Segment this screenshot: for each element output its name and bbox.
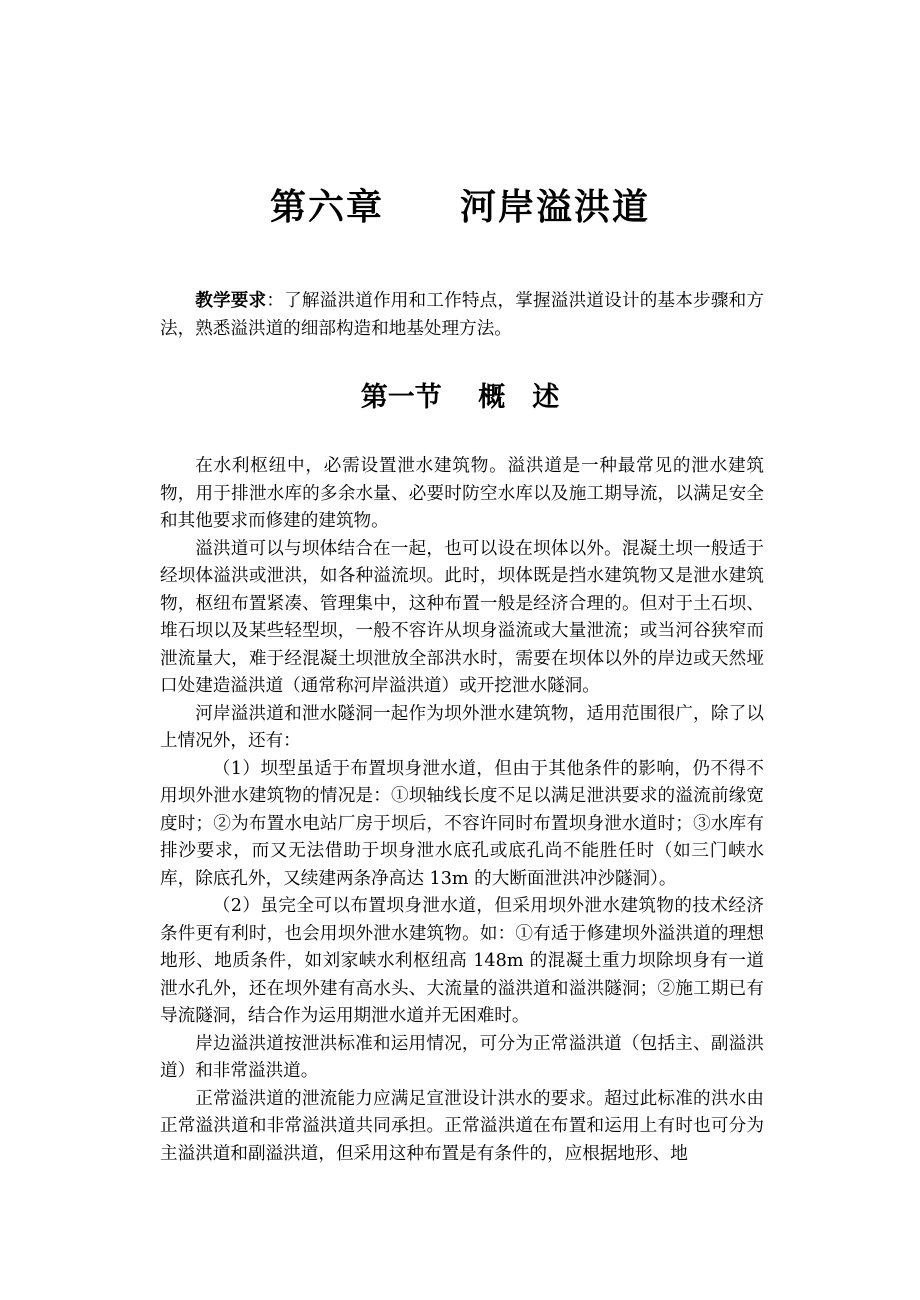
paragraph: 在水利枢纽中，必需设置泄水建筑物。溢洪道是一种最常见的泄水建筑物，用于排泄水库的多余水量、必要时防空水库以及施工期导流，以满足安全和其他要求而修建的建筑物。: [160, 456, 764, 531]
list-item: （2）虽完全可以布置坝身泄水道，但采用坝外泄水建筑物的技术经济条件更有利时，也会用坝外泄水建筑物。如：①有适于修建坝外溢洪道的理想地形、地质条件，如刘家峡水利枢纽高 148m 的混凝土重力坝除坝身有一道泄水孔外，还在坝外建有高水头、大流量的溢洪道和溢洪隧洞；②施工期已有导流隧洞，结合作为运用期泄水道并无困难时。: [160, 896, 764, 1026]
paragraph: 溢洪道可以与坝体结合在一起，也可以设在坝体以外。混凝土坝一般适于经坝体溢洪或泄洪，如各种溢流坝。此时，坝体既是挡水建筑物又是泄水建筑物，枢纽布置紧凑、管理集中，这种布置一般是经济合理的。但对于土石坝、堆石坝以及某些轻型坝，一般不容许从坝身溢流或大量泄流；或当河谷狭窄而泄流量大，难于经混凝土坝泄放全部洪水时，需要在坝体以外的岸边或天然垭口处建造溢洪道（通常称河岸溢洪道）或开挖泄水隧洞。: [160, 538, 764, 696]
paragraph: 岸边溢洪道按泄洪标准和运用情况，可分为正常溢洪道（包括主、副溢洪道）和非常溢洪道。: [160, 1033, 764, 1081]
requirements-label: 教学要求: [195, 290, 267, 311]
teaching-requirements: [160, 287, 764, 343]
chapter-title: 第六章 河岸溢洪道: [269, 187, 650, 228]
paragraph: 河岸溢洪道和泄水隧洞一起作为坝外泄水建筑物，适用范围很广，除了以上情况外，还有：: [160, 703, 764, 751]
paragraph: 正常溢洪道的泄流能力应满足宣泄设计洪水的要求。超过此标准的洪水由正常溢洪道和非常溢洪道共同承担。正常溢洪道在布置和运用上有时也可分为主溢洪道和副溢洪道，但采用这种布置是有条件的，应根据地形、地: [160, 1088, 764, 1164]
section-body: [160, 453, 764, 1168]
section-title: 第一节 概 述: [360, 382, 560, 413]
requirements-text: ：了解溢洪道作用和工作特点，掌握溢洪道设计的基本步骤和方法，熟悉溢洪道的细部构造和地基处理方法。: [160, 291, 764, 339]
list-item: （1）坝型虽适于布置坝身泄水道，但由于其他条件的影响，仍不得不用坝外泄水建筑物的情况是：①坝轴线长度不足以满足泄洪要求的溢流前缘宽度时；②为布置水电站厂房于坝后，不容许同时布置坝身泄水道时；③水库有排沙要求，而又无法借助于坝身泄水底孔或底孔尚不能胜任时（如三门峡水库，除底孔外，又续建两条净高达 13m 的大断面泄洪冲沙隧洞）。: [160, 758, 764, 889]
